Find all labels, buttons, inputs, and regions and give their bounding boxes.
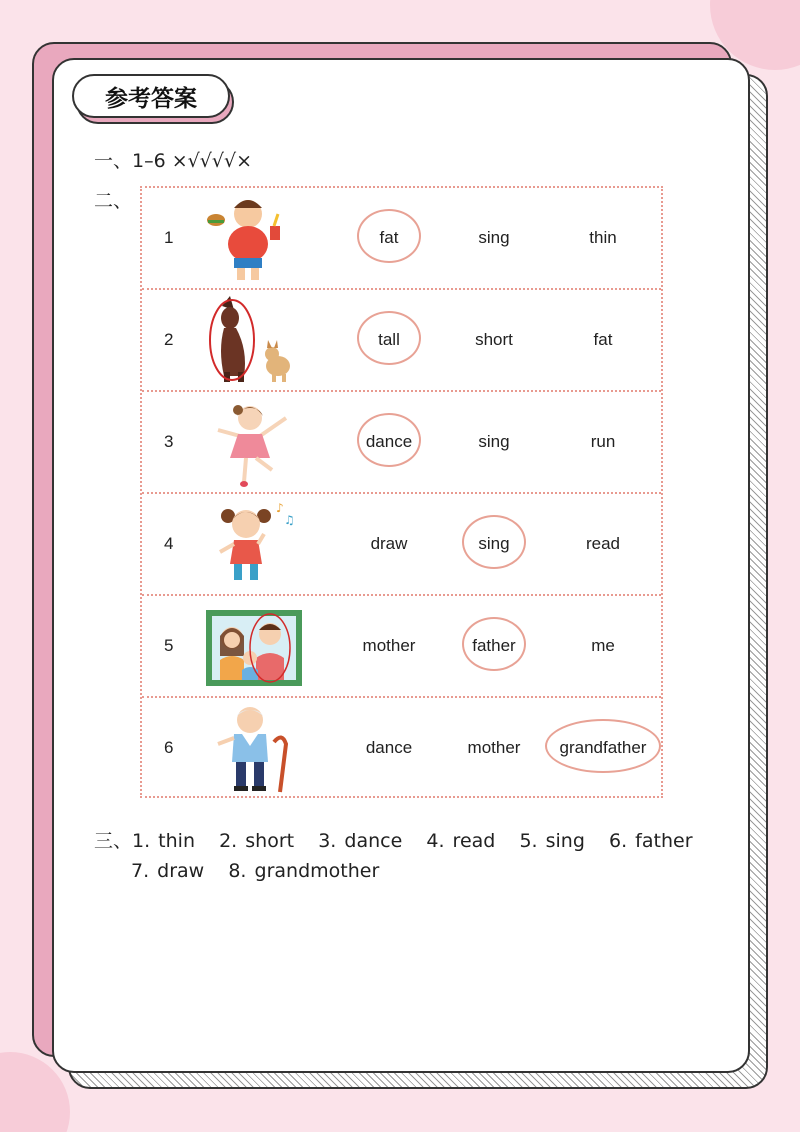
singing-girl-icon (204, 498, 304, 592)
table-row (142, 290, 661, 392)
grandfather-icon (204, 702, 304, 796)
choice-word: fat (593, 330, 613, 349)
page-title: 参考答案 (72, 74, 230, 118)
table-row (142, 494, 661, 596)
dog-icon (204, 294, 304, 388)
table-row (142, 392, 661, 494)
choice-word: fat (334, 221, 444, 255)
answer-table (140, 186, 663, 798)
choice-word: read (585, 534, 621, 553)
choice-word: tall (334, 323, 444, 357)
family-photo-icon (204, 600, 304, 694)
row-number: 1 (164, 228, 174, 247)
choice-word: dance (334, 425, 444, 459)
row-number: 2 (164, 330, 174, 349)
section-2-label: 二、 (94, 190, 133, 212)
choice-word: short (475, 330, 513, 349)
choice-word: me (591, 636, 615, 655)
choice-word: sing (439, 527, 549, 561)
row-number: 5 (164, 636, 174, 655)
ballet-girl-icon (204, 396, 304, 490)
choice-word: draw (370, 534, 408, 553)
choice-word: sing (478, 228, 510, 247)
table-row (142, 596, 661, 698)
row-number: 3 (164, 432, 174, 451)
choice-word: run (590, 432, 616, 451)
choice-word: father (439, 629, 549, 663)
section-3-answers-line-2: 7. draw 8. grandmother (131, 860, 380, 882)
row-number: 6 (164, 738, 174, 757)
choice-word: mother (362, 636, 416, 655)
choice-word: grandfather (548, 731, 658, 765)
table-row (142, 188, 661, 290)
svg-text:♪: ♪ (276, 501, 284, 515)
fat-boy-icon (204, 192, 304, 286)
choice-word: thin (589, 228, 617, 247)
choice-word: mother (467, 738, 521, 757)
svg-text:♫: ♫ (284, 513, 295, 527)
choice-word: dance (365, 738, 413, 757)
choice-word: sing (478, 432, 510, 451)
row-number: 4 (164, 534, 174, 553)
table-row (142, 698, 661, 800)
section-1-answers: 一、1–6 ×√√√√× (94, 150, 252, 172)
section-3-answers-line-1: 三、1. thin 2. short 3. dance 4. read 5. sing 6. father (94, 830, 693, 852)
